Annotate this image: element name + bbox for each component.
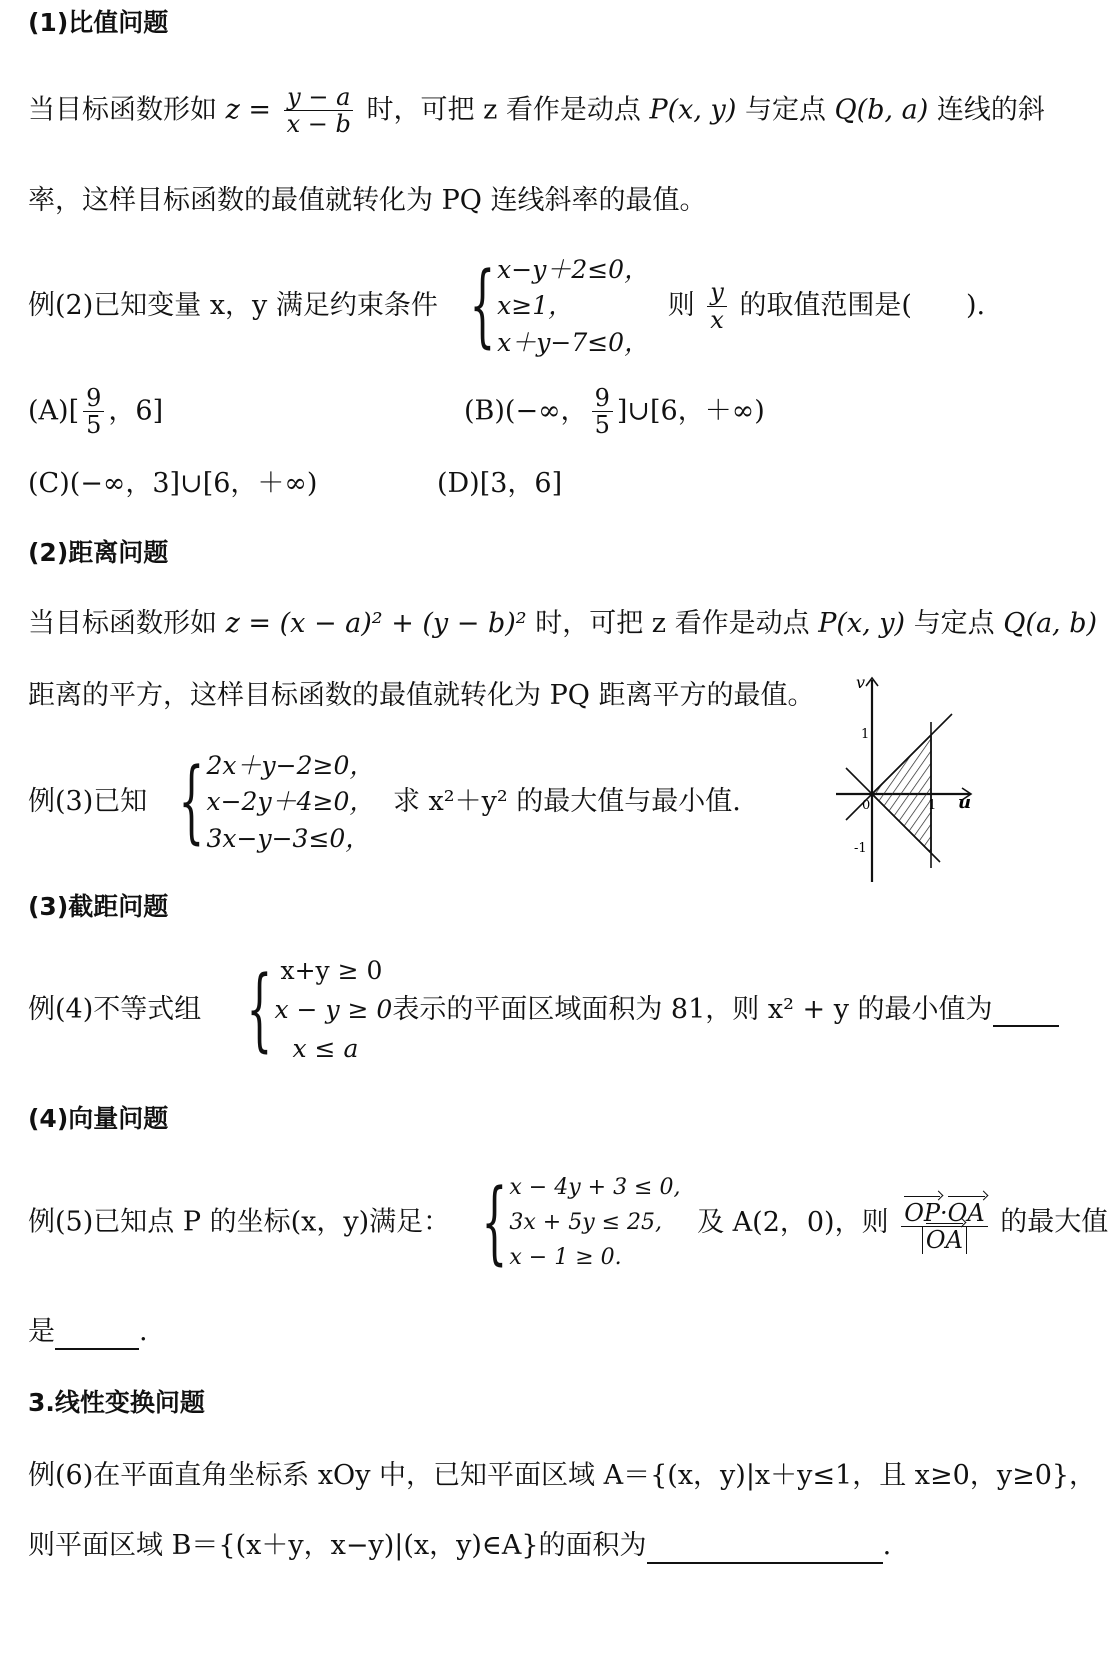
- example-5: [28, 1170, 1108, 1276]
- s1-paragraph-line2: 率，这样目标函数的最值就转化为 PQ 连线斜率的最值。: [28, 185, 707, 216]
- option-b: [464, 385, 765, 439]
- inequality-3: x ≤ a: [292, 1033, 359, 1063]
- constraint-system: [147, 748, 374, 857]
- numerator: 9: [592, 385, 613, 412]
- fraction-y-over-x: [707, 279, 727, 333]
- inequality-1: x+y ≥ 0: [280, 956, 383, 985]
- text: 及 A(2，0)，则: [697, 1206, 889, 1238]
- answer-blank: [55, 1316, 139, 1350]
- text: .: [882, 1530, 892, 1561]
- constraint-1: 2x＋y−2≥0，: [206, 751, 375, 780]
- denominator: 5: [86, 411, 102, 440]
- inequality-2: x − y ≥ 0: [274, 994, 393, 1024]
- section-5-title: 3.线性变换问题: [28, 1388, 205, 1417]
- point-p: P(x, y): [649, 94, 737, 126]
- vector-oa: OA: [947, 1198, 985, 1227]
- text: 则: [667, 290, 695, 322]
- constraint-1: x−y＋2≤0，: [497, 255, 650, 284]
- point-q: Q(b, a): [834, 94, 929, 126]
- text: 的取值范围是( ).: [739, 290, 986, 322]
- constraint-system: [450, 1170, 680, 1276]
- equation-z: z =: [225, 94, 272, 126]
- text: 时，可把 z 看作是动点: [535, 608, 810, 639]
- constraint-3: x − 1 ≥ 0.: [509, 1245, 622, 1271]
- text: (B)(−∞，: [464, 395, 588, 427]
- text: 与定点: [744, 94, 826, 126]
- numerator: 9: [83, 385, 104, 412]
- text: 求 x²＋y² 的最大值与最小值.: [392, 786, 741, 818]
- text: ]∪[6，＋∞): [616, 395, 765, 427]
- text: 表示的平面区域面积为 81，则 x² + y 的最小值为: [392, 993, 993, 1025]
- left-brace: {: [481, 1169, 508, 1275]
- example-3-intro: 例(3)已知: [28, 786, 148, 818]
- fraction-y-a-over-x-b: [284, 84, 354, 138]
- constraint-system: [438, 252, 649, 361]
- example-5-end: [28, 1316, 148, 1350]
- equation-distance: z = (x − a)² + (y − b)²: [225, 608, 527, 639]
- section-3-title: (3)截距问题: [28, 892, 169, 921]
- example-4-intro: 例(4)不等式组: [28, 993, 202, 1025]
- s2-paragraph-line2: 距离的平方，这样目标函数的最值就转化为 PQ 距离平方的最值。: [28, 680, 815, 711]
- constraint-3: x＋y−7≤0，: [497, 327, 650, 357]
- shaded-region: [872, 735, 931, 853]
- text: 是: [28, 1316, 55, 1347]
- numerator: y − a: [284, 84, 353, 111]
- text: 的最大值: [1000, 1206, 1108, 1238]
- answer-blank: [647, 1530, 883, 1564]
- text: 时，可把 z 看作是动点: [366, 94, 641, 126]
- constraint-2: x≥1，: [497, 291, 574, 321]
- axis-label-u: u: [958, 792, 972, 813]
- origin-label: 0: [862, 798, 871, 813]
- example-4: [28, 952, 1059, 1068]
- numerator: y: [707, 279, 727, 306]
- text: 当目标函数形如: [28, 608, 217, 639]
- example-3: [28, 748, 741, 857]
- tick-label-right: 1: [928, 798, 937, 813]
- section-2-title: (2)距离问题: [28, 538, 169, 567]
- text: 则平面区域 B＝{(x＋y，x−y)|(x，y)∈A}的面积为: [28, 1530, 647, 1561]
- text: (A)[: [28, 395, 80, 427]
- denominator: x − b: [286, 110, 351, 139]
- inequality-system: [215, 952, 392, 1068]
- example-2: [28, 252, 985, 361]
- example-2-intro: 例(2)已知变量 x，y 满足约束条件: [28, 290, 438, 322]
- denominator: x: [710, 305, 724, 334]
- point-p: P(x, y): [818, 608, 906, 639]
- vector-op: OP: [904, 1198, 941, 1227]
- tick-label-up: 1: [861, 727, 870, 742]
- constraint-3: 3x−y−3≤0，: [206, 823, 371, 853]
- uv-region-graph: [832, 672, 980, 884]
- constraint-2: x−2y＋4≥0，: [206, 787, 375, 817]
- option-c: (C)(−∞，3]∪[6，＋∞): [28, 468, 318, 499]
- example-6-line1: 例(6)在平面直角坐标系 xOy 中，已知平面区域 A＝{(x，y)|x＋y≤1，且 x≥0，y≥0}，: [28, 1460, 1097, 1491]
- text: 连线的斜: [936, 94, 1045, 126]
- text: 当目标函数形如: [28, 94, 217, 126]
- option-a: [28, 385, 163, 439]
- vector-oa-norm: OA: [925, 1226, 963, 1255]
- axis-label-v: v: [856, 673, 866, 692]
- example-5-intro: 例(5)已知点 P 的坐标(x，y)满足：: [28, 1206, 451, 1238]
- text: .: [139, 1316, 148, 1347]
- left-brace: {: [469, 253, 496, 359]
- dot: ·: [940, 1198, 948, 1227]
- s2-paragraph-line1: [28, 608, 1097, 640]
- option-d: (D)[3，6]: [437, 468, 563, 499]
- fraction-9-5: [83, 385, 104, 439]
- section-1-title: (1)比值问题: [28, 8, 169, 37]
- denominator: 5: [594, 411, 610, 440]
- fraction-9-5: [592, 385, 613, 439]
- text: ，6]: [108, 395, 164, 427]
- fraction-dot-product-over-norm: [901, 1192, 987, 1254]
- answer-blank: [993, 993, 1059, 1027]
- left-brace: {: [246, 957, 273, 1063]
- point-q: Q(a, b): [1003, 608, 1098, 639]
- constraint-2: 3x + 5y ≤ 25,: [509, 1210, 663, 1236]
- left-brace: {: [178, 749, 205, 855]
- text: 与定点: [913, 608, 995, 639]
- tick-label-down: -1: [854, 841, 867, 856]
- constraint-1: x − 4y + 3 ≤ 0,: [509, 1175, 681, 1200]
- example-6-line2: [28, 1530, 891, 1564]
- s1-paragraph-line1: [28, 84, 1045, 138]
- section-4-title: (4)向量问题: [28, 1104, 169, 1133]
